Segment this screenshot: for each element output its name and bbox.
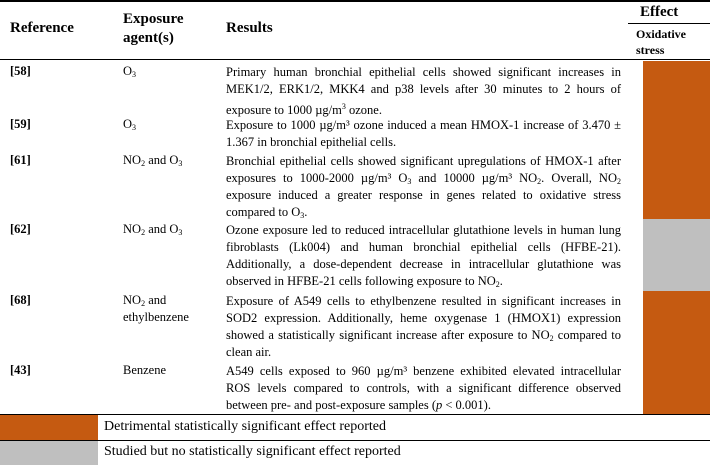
legend-label-no-effect: Studied but no statistically significant effect reported — [104, 444, 401, 459]
effect-cell-68-43 — [643, 291, 710, 414]
row-result: Exposure to 1000 µg/m³ ozone induced a mean HMOX-1 increase of 3.470 ± 1.367 in bronchial epithelial cells. — [226, 118, 621, 149]
row-agent: $O_3$ — [123, 117, 137, 132]
row-agent-line2: ethylbenzene — [123, 310, 189, 324]
row-ref: [68] — [10, 293, 31, 307]
legend-swatch-no-effect — [0, 441, 98, 465]
row-agent: $NO_2$ and — [123, 293, 167, 308]
header-results: Results — [226, 20, 273, 36]
row-result: Bronchial epithelial cells showed significant upregulations of HMOX-1 after exposures to 1000-2000 µg/m³ $O_3$ and 10000 µg/m³ $NO_2$. Overall, $NO_2$ exposure induced a greater response in genes related to oxidative stress compared to $O_3$. — [226, 154, 621, 220]
legend-swatch-detrimental — [0, 415, 98, 440]
header-oxidative-line1: Oxidative — [636, 27, 686, 41]
header-bottom-rule — [0, 59, 710, 60]
row-ref: [58] — [10, 64, 31, 78]
table-top-rule — [0, 0, 710, 2]
legend-divider — [0, 440, 710, 441]
header-oxidative-line2: stress — [636, 43, 665, 57]
row-ref: [62] — [10, 222, 31, 236]
header-effect: Effect — [640, 4, 679, 20]
effect-cell-62 — [643, 219, 710, 291]
header-exposure-line2: agent(s) — [123, 30, 174, 46]
effect-header-divider — [628, 23, 710, 24]
legend-label-detrimental: Detrimental statistically significant effect reported — [104, 419, 386, 434]
header-reference: Reference — [10, 20, 74, 36]
header-exposure-line1: Exposure — [123, 11, 184, 27]
table-bottom-rule — [0, 414, 710, 415]
effect-cell-58-59-61 — [643, 61, 710, 219]
row-ref: [59] — [10, 117, 31, 131]
row-ref: [61] — [10, 153, 31, 167]
row-result: Primary human bronchial epithelial cells showed significant increases in MEK1/2, ERK1/2, MKK4 and p38 levels after 30 minutes to 2 hours of exposure to 1000 $\mu g/m^3$ ozone. — [226, 65, 621, 118]
row-result: Ozone exposure led to reduced intracellular glutathione levels in human lung fibroblasts (Lk004) and human bronchial epithelial cells (HFBE-21). Additionally, a dose-dependent decrease in intracellular glutathione was observed in HFBE-21 cells following exposure to $NO_2$. — [226, 223, 621, 289]
row-ref: [43] — [10, 363, 31, 377]
row-result: Exposure of A549 cells to ethylbenzene resulted in significant increases in SOD2 expression. Additionally, heme oxygenase 1 (HMOX1) expression showed a statistically significant increase after exposure to $NO_2$ compared to clean air. — [226, 294, 621, 359]
row-agent: $NO_2$ and $O_3$ — [123, 153, 183, 168]
row-agent: $O_3$ — [123, 64, 137, 79]
row-agent: $NO_2$ and $O_3$ — [123, 222, 183, 237]
row-result: A549 cells exposed to 960 µg/m³ benzene exhibited elevated intracellular ROS levels compared to controls, with a significant difference observed between pre- and post-exposure samples (p < 0.001). — [226, 364, 621, 412]
row-agent: Benzene — [123, 363, 167, 377]
